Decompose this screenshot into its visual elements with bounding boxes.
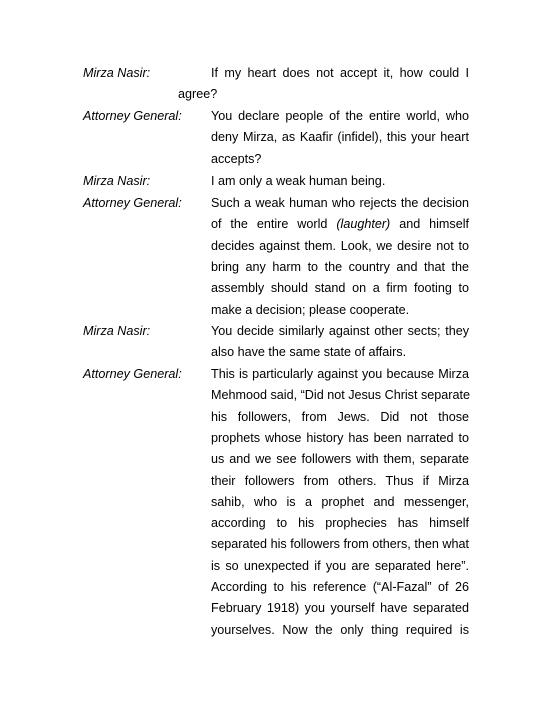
- speaker-name: Mirza Nasir:: [83, 66, 151, 80]
- dialogue-line: his followers, from Jews. Did not those: [211, 409, 469, 424]
- dialogue-line: accepts?: [211, 151, 262, 166]
- dialogue-line: make a decision; please cooperate.: [211, 302, 410, 317]
- dialogue-text: of the entire world: [211, 217, 328, 232]
- dialogue-line: You declare people of the entire world, who: [211, 109, 469, 123]
- dialogue-line: You decide similarly against other sects; they: [211, 324, 469, 338]
- dialogue-line: I am only a weak human being.: [211, 174, 386, 188]
- speaker-name: Attorney General:: [83, 109, 182, 123]
- dialogue-line: deny Mirza, as Kaafir (infidel), this your heart: [211, 130, 469, 145]
- dialogue-line: According to his reference (“Al-Fazal” of 26: [211, 580, 469, 594]
- speaker-name: Mirza Nasir:: [83, 324, 151, 338]
- dialogue-line: us and we see followers with them, separate: [211, 452, 469, 467]
- dialogue-line-mixed: [211, 214, 469, 235]
- speaker-name: Mirza Nasir:: [83, 174, 151, 188]
- stage-direction: (laughter): [336, 217, 391, 232]
- speaker-name: Attorney General:: [83, 367, 182, 381]
- dialogue-line: Such a weak human who rejects the decision: [211, 196, 469, 210]
- dialogue-line: sahib, who is a prophet and messenger,: [211, 494, 469, 509]
- dialogue-line: If my heart does not accept it, how could I: [211, 66, 469, 80]
- dialogue-line: yourselves. Now the only thing required is: [211, 622, 469, 637]
- speaker-name: Attorney General:: [83, 196, 182, 210]
- dialogue-line: according to his prophecies has himself: [211, 516, 469, 531]
- dialogue-line: decides against them. Look, we desire not to: [211, 238, 469, 253]
- dialogue-line: assembly should stand on a firm footing to: [211, 281, 469, 296]
- dialogue-text: and himself: [399, 217, 470, 232]
- dialogue-line: prophets whose history has been narrated to: [211, 430, 469, 445]
- dialogue-line: agree?: [178, 87, 218, 102]
- dialogue-line: is so unexpected if you are separated here”.: [211, 558, 469, 573]
- dialogue-line: separated his followers from others, then what: [211, 537, 469, 552]
- dialogue-line: bring any harm to the country and that the: [211, 259, 469, 274]
- dialogue-line: also have the same state of affairs.: [211, 345, 407, 360]
- dialogue-line: their followers from others. Thus if Mirza: [211, 473, 469, 488]
- dialogue-line: Mehmood said, “Did not Jesus Christ separate: [211, 388, 470, 403]
- dialogue-line: February 1918) you yourself have separated: [211, 601, 469, 616]
- dialogue-line: This is particularly against you because Mirza: [211, 367, 469, 381]
